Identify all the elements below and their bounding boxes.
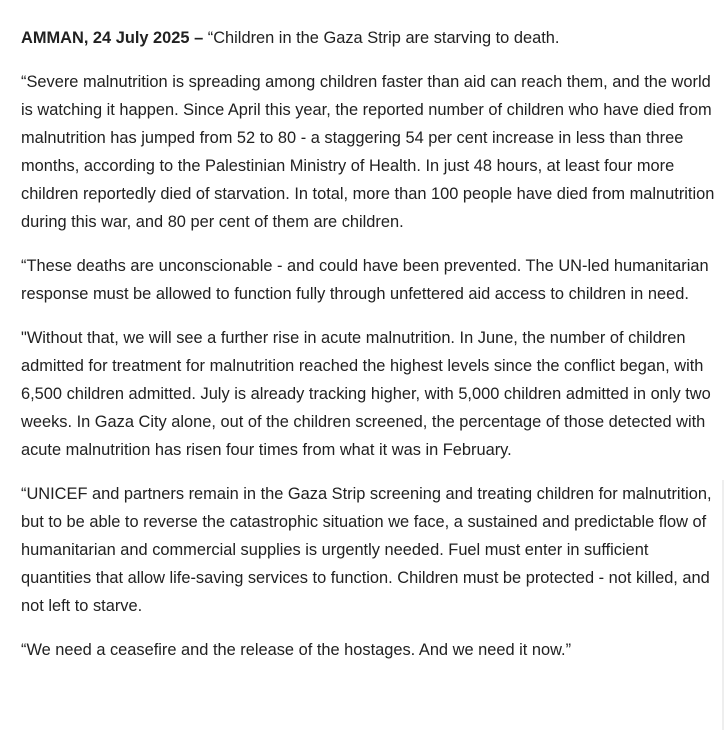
article-paragraph-4: “UNICEF and partners remain in the Gaza Strip screening and treating children for malnutrition, but to be able to reverse the catastrophic situation we face, a sustained and predictable flow of humanitarian and commercial supplies is urgently needed. Fuel must enter in sufficient quantities that allow life-saving services to function. Children must be protected - not killed, and not left to starve. <box>21 485 712 615</box>
lead-paragraph <box>21 24 715 52</box>
article-paragraph-5: “We need a ceasefire and the release of the hostages. And we need it now.” <box>21 641 572 659</box>
article-paragraph-2: “These deaths are unconscionable - and could have been prevented. The UN-led humanitarian response must be allowed to function fully through unfettered aid access to children in need. <box>21 257 709 303</box>
lead-text: “Children in the Gaza Strip are starving to death. <box>203 29 560 47</box>
dateline: AMMAN, 24 July 2025 – <box>21 29 204 47</box>
article-paragraph-3: "Without that, we will see a further rise in acute malnutrition. In June, the number of children admitted for treatment for malnutrition reached the highest levels since the conflict began, with 6,500 children admitted. July is already tracking higher, with 5,000 children admitted in only two weeks. In Gaza City alone, out of the children screened, the percentage of those detected with acute malnutrition has risen four times from what it was in February. <box>21 329 711 459</box>
article-paragraph-1: “Severe malnutrition is spreading among children faster than aid can reach them, and the world is watching it happen. Since April this year, the reported number of children who have died from malnutrition has jumped from 52 to 80 - a staggering 54 per cent increase in less than three months, according to the Palestinian Ministry of Health. In just 48 hours, at least four more children reportedly died of starvation. In total, more than 100 people have died from malnutrition during this war, and 80 per cent of them are children. <box>21 73 715 231</box>
article-body <box>21 24 715 680</box>
